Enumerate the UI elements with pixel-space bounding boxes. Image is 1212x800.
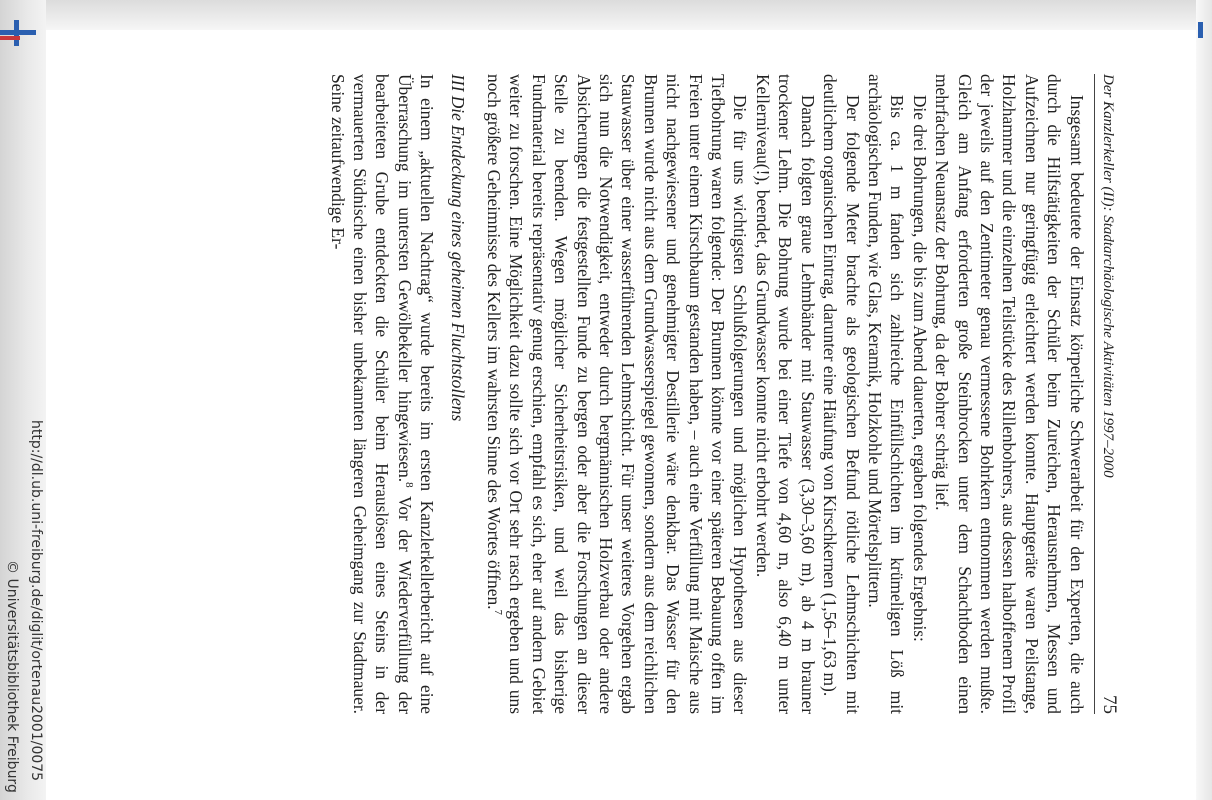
paragraph: Die drei Bohrungen, die bis zum Abend dauerten, ergaben folgendes Ergebnis: [909,94,930,642]
scan-margin-right [1196,0,1212,800]
page-header [1094,74,1120,714]
scan-margin-top [46,0,1196,30]
document-page [300,74,1120,714]
footnote-ref: 8 [402,482,415,488]
footer-url[interactable]: http://dl.ub.uni-freiburg.de/diglit/ortenau2001/0075 [28,420,44,782]
footnote-ref: 7 [491,609,504,615]
paragraph [326,74,438,714]
calibration-mark-icon [0,36,20,40]
page-number: 75 [1099,695,1120,714]
paragraph: Der folgende Meter brachte als geologischen Befund rötliche Lehmschichten mit deutlichem organischen Eintrag, darunter eine Häufung von Kirschkernen (1,56–1,63 m). [820,74,863,714]
footer-copyright: © Universitätsbibliothek Freiburg [4,560,20,793]
paragraph: Insgesamt bedeutete der Einsatz körperliche Schwerarbeit für den Experten, die auch durch die Hilfstätigkeiten der Schüler beim Zureichen, Herausnehmen, Messen und Aufzeichnen nur geringfügig erleichtert werden konnte. Hauptgeräte waren Peilstange, Holzhammer und die einzelnen Teilstücke des Rillenbohrers, aus dessen halboffenem Profil der jeweils auf den Zentimeter genau vermessene Bohrkern entnommen werden mußte. Gleich am Anfang erforderten große Steinbrocken unter dem Schachtboden einen mehrfachen Neuansatz der Bohrung, da der Bohrer schräg lief. [932,74,1087,714]
paragraph-text: Die für uns wichtigsten Schlußfolgerungen und möglichen Hypothesen aus dieser Tiefbohrung waren folgende: Der Brunnen könnte vor einer späteren Bebauung offen im Freien unter einem Kirschbaum gestanden haben, – auch eine Verfüllung mit Maische aus nicht nachgewiesener und genehmigter Destillerie wäre denkbar. Das Wasser für den Brunnen wurde nicht aus dem Grundwasserspiegel gewonnen, sondern aus dem reichlichen Stauwasser über einer wasserführenden Lehmschicht. Für unser weiteres Vorgehen ergab sich nun die Notwendigkeit, entweder durch bergmännischen Holzverbau oder andere Absicherungen die festgestellten Funde zu bergen oder aber die Forschungen an dieser Stelle zu beenden. Wegen möglicher Sicherheitsrisiken, und weil das bisherige Fundmaterial bereits repräsentativ genug erschien, empfahl es sich, eher auf andern Gebiet weiter zu forschen. Eine Möglichkeit dazu sollte sich vor Ort sehr rasch ergeben und uns noch größere Geheimnisse des Kellers im wahrsten Sinne des Wortes öffnen. [484,74,751,714]
paragraph: Bis ca. 1 m fanden sich zahlreiche Einfüllschichten im krümeligen Löß mit archäologischen Funden, wie Glas, Keramik, Holzkohle und Mörtelsplittern. [864,74,908,714]
running-head: Der Kanzlerkeller (II): Stadtarchäologische Aktivitäten 1997–2000 [1100,74,1116,478]
paragraph: Danach folgten graue Lehmbänder mit Stauwasser (3,30–3,60 m), ab 4 m brauner trockener Lehm. Die Bohrung wurde bei einer Tiefe von 4,60 m, also 6,40 m unter Kellerniveau(!), beendet, das Grundwasser konnte nicht erbohrt werden. [752,74,818,714]
section-heading: III Die Entdeckung eines geheimen Fluchtstollens [447,74,468,422]
calibration-mark-icon [14,20,19,46]
paragraph-text: In einem „aktuellen Nachtrag“ wurde bereits im ersten Kanzlerkellerbericht auf eine Überraschung im untersten Gewölbekeller hingewiesen. [394,74,438,714]
paragraph-text: Vor der Wiederverfüllung der bearbeiteten Grube entdeckten die Schüler beim Herauslösen eines Steins in der vermauerten Südnische einen bisher unbekannten längeren Geheimgang zur Stadtmauer. Seine zeitaufwendige Er- [327,74,415,714]
calibration-mark-icon [1198,22,1203,38]
paragraph [483,74,752,714]
